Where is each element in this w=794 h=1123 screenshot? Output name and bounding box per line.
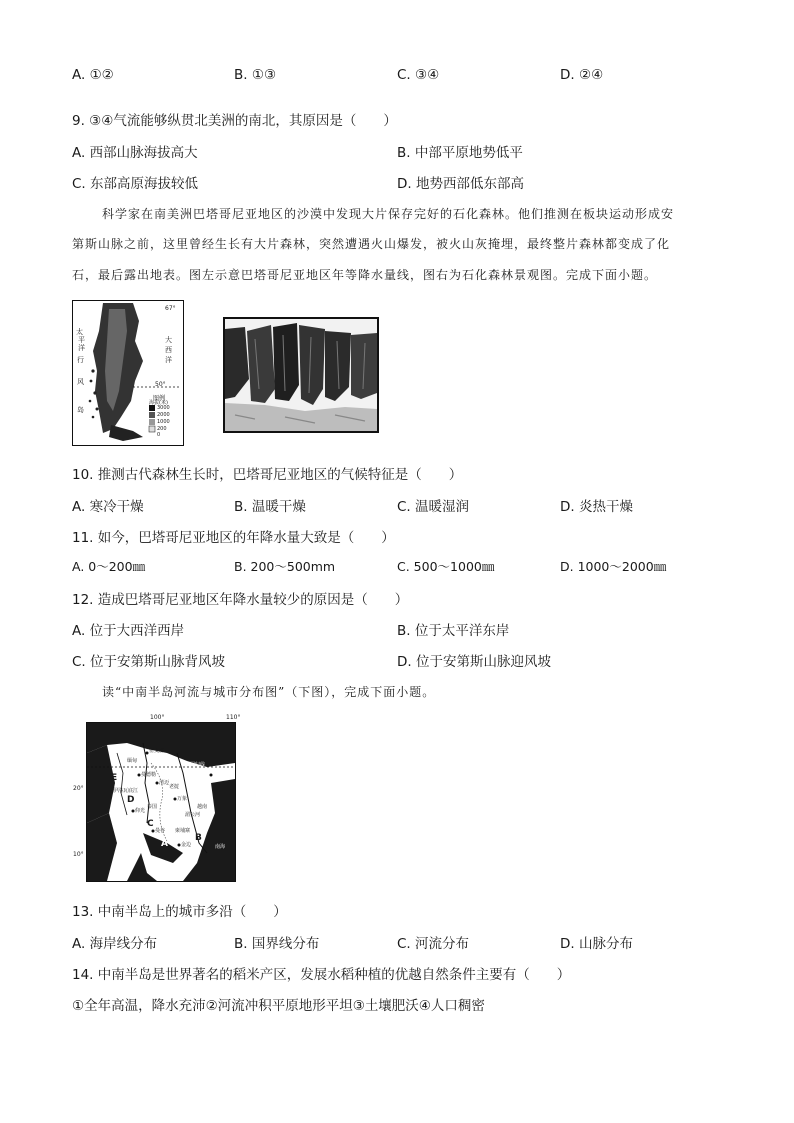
q8-options xyxy=(72,67,732,87)
q9-option-c: C. 东部高原海拔较低 xyxy=(72,176,199,192)
map2-city-vientiane: 万象 xyxy=(177,796,188,802)
map2-city-phnompenh: 金边 xyxy=(181,842,192,848)
map2-river-irrawaddy: 伊洛瓦底江 xyxy=(113,788,139,794)
map1-legend-3000: 3000 xyxy=(157,405,170,411)
q11-option-d: D. 1000～2000㎜ xyxy=(560,559,667,574)
q9-option-d: D. 地势西部低东部高 xyxy=(397,176,524,192)
indochina-map xyxy=(86,722,236,882)
q11-stem: 11. 如今，巴塔哥尼亚地区的年降水量大致是（ ） xyxy=(72,530,395,546)
map2-country-laos: 老挝 xyxy=(169,784,180,790)
petrified-forest-graphic xyxy=(225,319,377,431)
map2-country-vietnam: 越南 xyxy=(197,804,208,810)
map2-country-myanmar: 缅甸 xyxy=(127,758,138,764)
map1-legend-title: 图例 xyxy=(153,395,166,402)
q9-options-row2 xyxy=(72,172,732,192)
map1-label-yang: 洋 xyxy=(78,344,85,352)
q10-option-b: B. 温暖干燥 xyxy=(234,499,306,515)
map2-city-mandalay: 曼德勒 xyxy=(141,772,157,778)
map1-label-xi: 西 xyxy=(165,346,172,354)
patagonia-precipitation-map xyxy=(72,300,184,446)
q12-option-a: A. 位于大西洋西岸 xyxy=(72,623,185,639)
map2-lon-110: 110° xyxy=(226,714,241,721)
q9-options-row1 xyxy=(72,141,732,161)
map2-label-b: B xyxy=(195,833,202,843)
q14-statements: ①全年高温，降水充沛②河流冲积平原地形平坦③土壤肥沃④人口稠密 xyxy=(72,998,485,1014)
map2-lon-100: 100° xyxy=(150,714,165,721)
q13-option-c: C. 河流分布 xyxy=(397,936,470,952)
map2-city-yangon: 仰光 xyxy=(135,808,146,814)
q12-option-d: D. 位于安第斯山脉迎风坡 xyxy=(397,654,551,670)
map2-label-a: A xyxy=(161,839,168,849)
q12-option-c: C. 位于安第斯山脉背风坡 xyxy=(72,654,226,670)
q13-stem: 13. 中南半岛上的城市多沿（ ） xyxy=(72,904,287,920)
q13-option-b: B. 国界线分布 xyxy=(234,936,320,952)
map1-label-dao: 岛 xyxy=(77,406,84,414)
q12-options-row2 xyxy=(72,650,732,670)
q9-stem: 9. ③④气流能够纵贯北美洲的南北，其原因是（ ） xyxy=(72,113,397,129)
q13-options xyxy=(72,932,732,952)
q10-stem: 10. 推测古代森林生长时，巴塔哥尼亚地区的气候特征是（ ） xyxy=(72,467,463,483)
map1-legend-2000: 2000 xyxy=(157,412,170,418)
map2-country-cambodia: 柬埔寨 xyxy=(175,828,191,834)
q11-options xyxy=(72,557,732,577)
q11-option-a: A. 0～200㎜ xyxy=(72,559,146,574)
passage1-line3: 石，最后露出地表。图左示意巴塔哥尼亚地区年等降水量线，图右为石化森林景观图。完成下面小题。 xyxy=(72,268,658,282)
q10-option-a: A. 寒冷干燥 xyxy=(72,499,144,515)
q8-option-c: C. ③④ xyxy=(397,67,440,83)
q11-option-b: B. 200～500mm xyxy=(234,559,336,574)
q10-option-d: D. 炎热干燥 xyxy=(560,499,633,515)
q12-option-b: B. 位于太平洋东岸 xyxy=(397,623,510,639)
q9-option-a: A. 西部山脉海拔高大 xyxy=(72,145,198,161)
map2-city-chiangmai: 清迈 xyxy=(159,780,170,786)
q10-option-c: C. 温暖湿润 xyxy=(397,499,470,515)
map2-label-c: C xyxy=(147,819,154,829)
map2-label-e: E xyxy=(111,773,118,783)
q11-option-c: C. 500～1000㎜ xyxy=(397,559,495,574)
map1-legend-200: 200 xyxy=(157,426,167,432)
map1-label-ping: 平 xyxy=(78,336,85,344)
map1-label-yang2: 洋 xyxy=(165,356,172,364)
q13-option-d: D. 山脉分布 xyxy=(560,936,633,952)
map1-label-da: 大 xyxy=(165,336,172,344)
q14-stem: 14. 中南半岛是世界著名的稻米产区，发展水稻种植的优越自然条件主要有（ ） xyxy=(72,967,571,983)
passage2: 读“中南半岛河流与城市分布图”（下图），完成下面小题。 xyxy=(102,685,436,699)
map2-city-hanoi: 河内 xyxy=(197,770,208,776)
q8-option-b: B. ①③ xyxy=(234,67,277,83)
q9-option-b: B. 中部平原地势低平 xyxy=(397,145,523,161)
map1-legend-1000: 1000 xyxy=(157,419,170,425)
map2-lat-20: 20° xyxy=(73,785,84,792)
map1-label-tai: 太 xyxy=(76,328,83,336)
map2-label-d: D xyxy=(127,795,135,805)
map2-city-bangkok: 曼谷 xyxy=(155,828,166,834)
map2-sea-south-china: 南海 xyxy=(215,844,226,850)
map1-legend-unit: 海拔(米) xyxy=(149,400,168,406)
map2-city-myitkyina: 密支那 xyxy=(149,748,165,754)
passage1-line2: 第斯山脉之前，这里曾经生长有大片森林，突然遭遇火山爆发，被火山灰掩埋，最终整片森林都变成了化 xyxy=(72,237,671,251)
map1-label-xing: 行 xyxy=(77,356,84,364)
map2-country-thailand: 泰国 xyxy=(147,804,158,810)
q13-option-a: A. 海岸线分布 xyxy=(72,936,158,952)
map1-legend-0: 0 xyxy=(157,432,161,438)
q12-options-row1 xyxy=(72,619,732,639)
map2-label-tropic: 北回归线 xyxy=(185,762,206,768)
map1-label-50deg: 50° xyxy=(155,381,166,388)
map2-lat-10: 10° xyxy=(73,851,84,858)
map1-label-feng: 风 xyxy=(77,378,84,386)
q8-option-d: D. ②④ xyxy=(560,67,604,83)
map1-label-67deg: 67° xyxy=(165,305,176,312)
passage1-line1: 科学家在南美洲巴塔哥尼亚地区的沙漠中发现大片保存完好的石化森林。他们推测在板块运动形成安 xyxy=(102,207,675,221)
q12-stem: 12. 造成巴塔哥尼亚地区年降水量较少的原因是（ ） xyxy=(72,592,409,608)
q10-options xyxy=(72,495,732,515)
map2-river-mekong: 湄公河 xyxy=(185,812,201,818)
petrified-forest-photo xyxy=(223,317,379,433)
q8-option-a: A. ①② xyxy=(72,67,114,83)
